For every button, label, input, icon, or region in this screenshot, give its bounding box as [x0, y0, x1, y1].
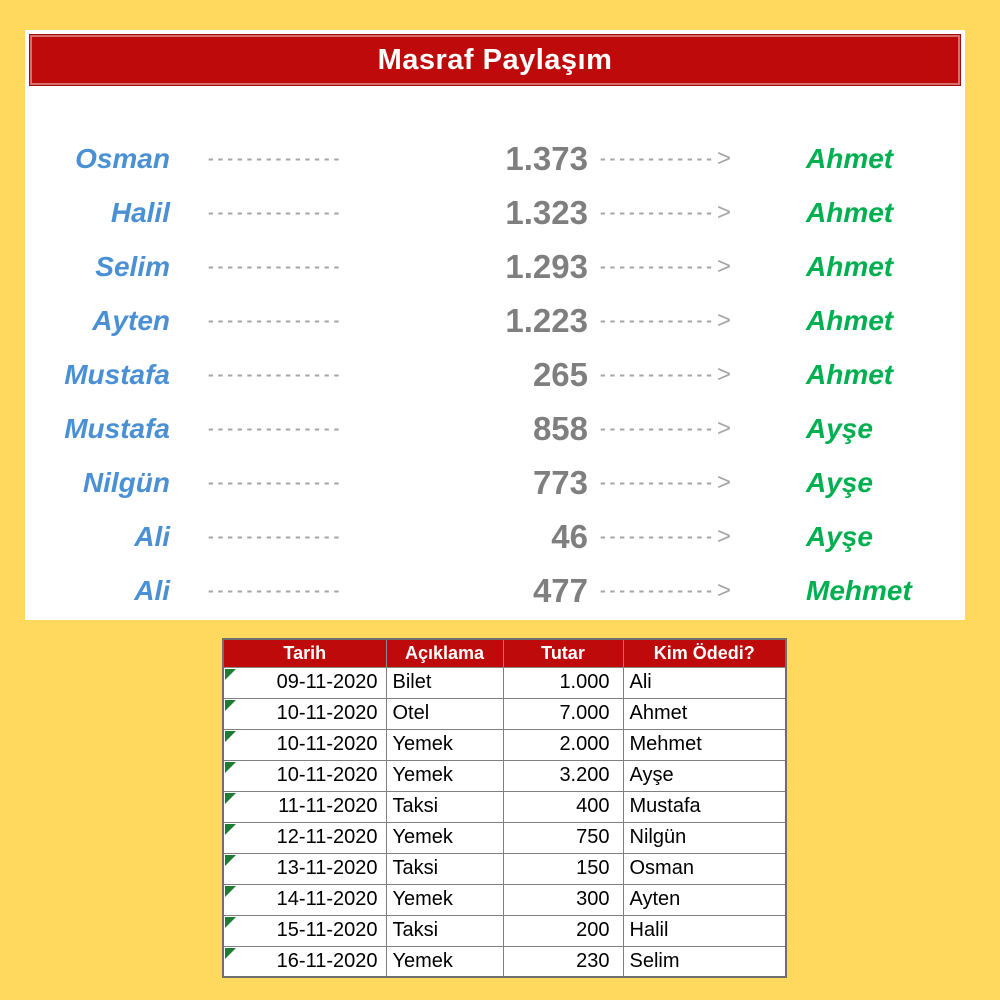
arrow-dashes: ------------ — [600, 419, 716, 438]
arrow-dashes: ------------ — [600, 257, 716, 276]
date-value: 10-11-2020 — [276, 733, 378, 755]
expense-table-body — [223, 667, 786, 977]
transfer-to-name: Ayşe — [806, 521, 873, 552]
table-row — [223, 667, 786, 698]
transfer-row — [25, 240, 965, 294]
arrow-head-icon: > — [716, 523, 731, 550]
transfer-row — [25, 348, 965, 402]
error-indicator-triangle-icon — [225, 886, 236, 897]
cell-amount[interactable]: 2.000 — [503, 729, 623, 760]
table-row — [223, 884, 786, 915]
transfer-row — [25, 132, 965, 186]
cell-date[interactable] — [223, 791, 386, 822]
transfer-amount: 1.323 — [505, 194, 588, 231]
table-row — [223, 698, 786, 729]
transfer-row — [25, 294, 965, 348]
transfer-arrow — [600, 579, 776, 603]
cell-description[interactable]: Yemek — [386, 822, 503, 853]
transfer-to-name: Ahmet — [806, 251, 894, 282]
arrow-dashes: ------------ — [600, 581, 716, 600]
arrow-dashes: ------------ — [600, 473, 716, 492]
date-value: 10-11-2020 — [276, 702, 378, 724]
cell-who-paid[interactable]: Nilgün — [623, 822, 786, 853]
header-description: Açıklama — [386, 639, 503, 667]
transfer-arrow — [600, 363, 776, 387]
transfer-arrow — [600, 147, 776, 171]
cell-amount[interactable]: 200 — [503, 915, 623, 946]
cell-who-paid[interactable]: Mustafa — [623, 791, 786, 822]
transfer-to-name: Ahmet — [806, 359, 894, 390]
cell-who-paid[interactable]: Ahmet — [623, 698, 786, 729]
date-value: 14-11-2020 — [276, 888, 378, 910]
cell-date[interactable] — [223, 915, 386, 946]
cell-who-paid[interactable]: Ayten — [623, 884, 786, 915]
cell-date[interactable] — [223, 698, 386, 729]
transfer-to-name: Ayşe — [806, 467, 873, 498]
header-amount: Tutar — [503, 639, 623, 667]
table-row — [223, 760, 786, 791]
transfer-to-name: Mehmet — [806, 575, 912, 606]
transfer-arrow — [600, 201, 776, 225]
cell-date[interactable] — [223, 853, 386, 884]
error-indicator-triangle-icon — [225, 731, 236, 742]
panel-title: Masraf Paylaşım — [377, 43, 613, 76]
cell-amount[interactable]: 230 — [503, 946, 623, 977]
cell-date[interactable] — [223, 884, 386, 915]
transfer-arrow — [600, 255, 776, 279]
transfer-to-name: Ahmet — [806, 197, 894, 228]
transfer-dash-line: -------------- — [208, 311, 344, 330]
date-value: 16-11-2020 — [276, 949, 378, 972]
table-row — [223, 853, 786, 884]
transfer-to-name: Ahmet — [806, 143, 894, 174]
transfer-dash-line: -------------- — [208, 581, 344, 600]
transfer-dash-line: -------------- — [208, 365, 344, 384]
transfer-row — [25, 402, 965, 456]
cell-description[interactable]: Yemek — [386, 884, 503, 915]
cell-date[interactable] — [223, 946, 386, 977]
arrow-head-icon: > — [716, 415, 731, 442]
transfer-from-name: Osman — [75, 143, 170, 174]
transfer-amount: 1.293 — [505, 248, 588, 285]
date-value: 11-11-2020 — [278, 795, 378, 817]
transfer-row — [25, 186, 965, 240]
date-value: 12-11-2020 — [276, 826, 378, 848]
cell-amount[interactable]: 1.000 — [503, 667, 623, 698]
cell-description[interactable]: Taksi — [386, 915, 503, 946]
transfer-to-name: Ayşe — [806, 413, 873, 444]
arrow-dashes: ------------ — [600, 311, 716, 330]
arrow-dashes: ------------ — [600, 149, 716, 168]
cell-description[interactable]: Yemek — [386, 760, 503, 791]
transfer-arrow — [600, 417, 776, 441]
expense-table — [222, 638, 787, 978]
transfer-from-name: Nilgün — [82, 467, 170, 498]
error-indicator-triangle-icon — [225, 948, 236, 959]
arrow-dashes: ------------ — [600, 365, 716, 384]
transfer-dash-line: -------------- — [208, 149, 344, 168]
transfer-list — [25, 132, 965, 618]
cell-description[interactable]: Bilet — [386, 667, 503, 698]
date-value: 09-11-2020 — [276, 671, 378, 693]
cell-who-paid[interactable]: Halil — [623, 915, 786, 946]
transfer-amount: 858 — [532, 410, 588, 447]
error-indicator-triangle-icon — [225, 917, 236, 928]
transfer-dash-line: -------------- — [208, 527, 344, 546]
table-row — [223, 791, 786, 822]
error-indicator-triangle-icon — [225, 669, 236, 680]
transfer-from-name: Mustafa — [64, 413, 170, 444]
cell-date[interactable] — [223, 822, 386, 853]
date-value: 15-11-2020 — [276, 919, 378, 941]
transfer-dash-line: -------------- — [208, 473, 344, 492]
cell-who-paid[interactable]: Ayşe — [623, 760, 786, 791]
transfer-amount: 46 — [551, 518, 588, 555]
table-row — [223, 915, 786, 946]
transfer-row — [25, 510, 965, 564]
cell-description[interactable]: Yemek — [386, 946, 503, 977]
arrow-head-icon: > — [716, 199, 731, 226]
transfer-to-name: Ahmet — [806, 305, 894, 336]
table-row — [223, 822, 786, 853]
error-indicator-triangle-icon — [225, 824, 236, 835]
transfer-amount: 773 — [532, 464, 588, 501]
arrow-head-icon: > — [716, 307, 731, 334]
table-row — [223, 729, 786, 760]
expense-share-panel — [25, 30, 965, 620]
date-value: 10-11-2020 — [276, 764, 378, 786]
transfer-row — [25, 456, 965, 510]
cell-amount[interactable]: 400 — [503, 791, 623, 822]
header-who-paid: Kim Ödedi? — [623, 639, 786, 667]
arrow-dashes: ------------ — [600, 203, 716, 222]
transfer-from-name: Ayten — [92, 305, 170, 336]
transfer-dash-line: -------------- — [208, 257, 344, 276]
error-indicator-triangle-icon — [225, 762, 236, 773]
transfer-from-name: Ali — [134, 521, 170, 552]
error-indicator-triangle-icon — [225, 793, 236, 804]
cell-description[interactable]: Taksi — [386, 791, 503, 822]
table-header-row — [223, 639, 786, 667]
cell-amount[interactable]: 300 — [503, 884, 623, 915]
transfer-amount: 1.373 — [505, 140, 588, 177]
transfer-dash-line: -------------- — [208, 419, 344, 438]
cell-date[interactable] — [223, 760, 386, 791]
error-indicator-triangle-icon — [225, 700, 236, 711]
transfer-arrow — [600, 309, 776, 333]
transfer-from-name: Halil — [110, 197, 170, 228]
header-date: Tarih — [223, 639, 386, 667]
cell-amount[interactable]: 750 — [503, 822, 623, 853]
arrow-dashes: ------------ — [600, 527, 716, 546]
arrow-head-icon: > — [716, 577, 731, 604]
transfer-amount: 477 — [532, 572, 588, 609]
panel-title-bar — [30, 35, 960, 85]
arrow-head-icon: > — [716, 253, 731, 280]
transfer-amount: 1.223 — [505, 302, 588, 339]
cell-description[interactable]: Yemek — [386, 729, 503, 760]
cell-date[interactable] — [223, 667, 386, 698]
cell-amount[interactable]: 7.000 — [503, 698, 623, 729]
cell-amount[interactable]: 150 — [503, 853, 623, 884]
arrow-head-icon: > — [716, 469, 731, 496]
arrow-head-icon: > — [716, 145, 731, 172]
cell-who-paid[interactable]: Mehmet — [623, 729, 786, 760]
cell-description[interactable]: Otel — [386, 698, 503, 729]
transfer-amount: 265 — [532, 356, 588, 393]
transfer-arrow — [600, 471, 776, 495]
cell-date[interactable] — [223, 729, 386, 760]
transfer-from-name: Ali — [134, 575, 170, 606]
cell-who-paid[interactable]: Selim — [623, 946, 786, 977]
date-value: 13-11-2020 — [276, 857, 378, 879]
transfer-arrow — [600, 525, 776, 549]
cell-amount[interactable]: 3.200 — [503, 760, 623, 791]
error-indicator-triangle-icon — [225, 855, 236, 866]
transfer-dash-line: -------------- — [208, 203, 344, 222]
transfer-from-name: Selim — [95, 251, 170, 282]
cell-who-paid[interactable]: Osman — [623, 853, 786, 884]
transfer-row — [25, 564, 965, 618]
transfer-from-name: Mustafa — [64, 359, 170, 390]
cell-description[interactable]: Taksi — [386, 853, 503, 884]
arrow-head-icon: > — [716, 361, 731, 388]
table-row — [223, 946, 786, 977]
cell-who-paid[interactable]: Ali — [623, 667, 786, 698]
